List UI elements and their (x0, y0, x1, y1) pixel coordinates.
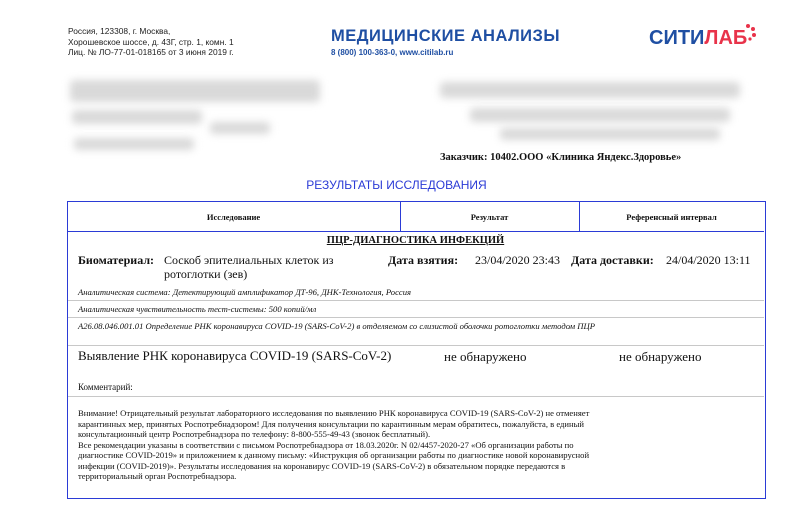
date-taken-value: 23/04/2020 23:43 (475, 253, 561, 267)
note-line: карантинных мер, принятых Роспотребнадзором! Для получения консультации по карантинным мерам обратитесь, пожалуйста, в единый (78, 418, 584, 429)
redacted-order-info (500, 128, 720, 140)
date-delivered-label: Дата доставки: (571, 253, 654, 267)
divider (68, 317, 764, 318)
note-line: диагностике COVID-2019» и приложением к данному письму: «Инструкция об организации работы по диагностике новой коронавирусной (78, 450, 590, 460)
analytic-sensitivity: Аналитическая чувствительность тест-системы: 500 копий/мл (78, 304, 317, 314)
header-result: Результат (470, 212, 509, 222)
date-delivered-value: 24/04/2020 13:11 (666, 253, 751, 267)
test-result: не обнаружено (444, 349, 527, 364)
citilab-logo (649, 27, 747, 50)
redacted-patient-info (74, 138, 194, 150)
redacted-patient-info (210, 122, 270, 134)
customer-line: Заказчик: 10402.ООО «Клиника Яндекс.Здоровье» (440, 152, 682, 163)
comment-label: Комментарий: (78, 382, 133, 392)
logo-part-1: СИТИ (649, 27, 705, 49)
note-line: Все рекомендации указаны в соответствии с письмом Роспотребнадзора от 18.03.2020г. N 02/4457-2020-27 «Об организации работы по (78, 439, 574, 450)
brand-title: МЕДИЦИНСКИЕ АНАЛИЗЫ (331, 27, 561, 45)
redacted-order-info (470, 108, 730, 122)
address-line: Россия, 123308, г. Москва, (68, 26, 171, 36)
note-line: территориальный орган Роспотребнадзора. (78, 471, 237, 481)
analytic-system: Аналитическая система: Детектирующий амплификатор ДТ-96, ДНК-Технология, Россия (78, 287, 412, 297)
test-reference: не обнаружено (619, 349, 702, 364)
biomaterial-value: Соскоб эпителиальных клеток из ротоглотки (зев) (164, 253, 334, 281)
section-heading: ПЦР-ДИАГНОСТИКА ИНФЕКЦИЙ (326, 235, 505, 246)
redacted-patient-info (72, 110, 202, 124)
note-line: консультационный центр Роспотребнадзора по телефону: 8-800-555-49-43 (звонок бесплатный). (78, 429, 431, 439)
biomaterial-label: Биоматериал: (78, 253, 155, 267)
test-name: Выявление РНК коронавируса COVID-19 (SARS-CoV-2) (78, 348, 392, 363)
brand-contacts: 8 (800) 100-363-0, www.citilab.ru (331, 48, 454, 57)
logo-part-2: ЛАБ (704, 27, 748, 49)
address-line: Лиц. № ЛО-77-01-018165 от 3 июня 2019 г. (68, 47, 234, 58)
test-code: A26.08.046.001.01 Определение РНК коронавируса COVID-19 (SARS-CoV-2) в отделяемом со слизистой оболочки ротоглотки методом ПЦР (78, 321, 595, 331)
results-title: РЕЗУЛЬТАТЫ ИССЛЕДОВАНИЯ (306, 178, 487, 192)
date-taken-label: Дата взятия: (388, 253, 459, 267)
divider (68, 300, 764, 301)
logo-dots-icon (740, 23, 756, 41)
header-test: Исследование (206, 212, 261, 222)
divider (68, 396, 764, 397)
note-line: инфекции (COVID-2019)». Результаты исследования на коронавирус COVID-19 (SARS-CoV-2) в обязательном порядке передаются в (78, 460, 566, 471)
redacted-patient-info (70, 80, 320, 102)
redacted-order-info (440, 82, 740, 98)
header-reference: Референсный интервал (626, 212, 717, 222)
address-line: Хорошевское шоссе, д. 43Г, стр. 1, комн. 1 (68, 36, 234, 47)
note-line: Внимание! Отрицательный результат лабораторного исследования по выявлению РНК коронавируса COVID-19 (SARS-CoV-2) не отменяет (78, 408, 590, 418)
divider (68, 345, 764, 346)
warning-note (78, 408, 746, 482)
lab-address (68, 26, 234, 58)
